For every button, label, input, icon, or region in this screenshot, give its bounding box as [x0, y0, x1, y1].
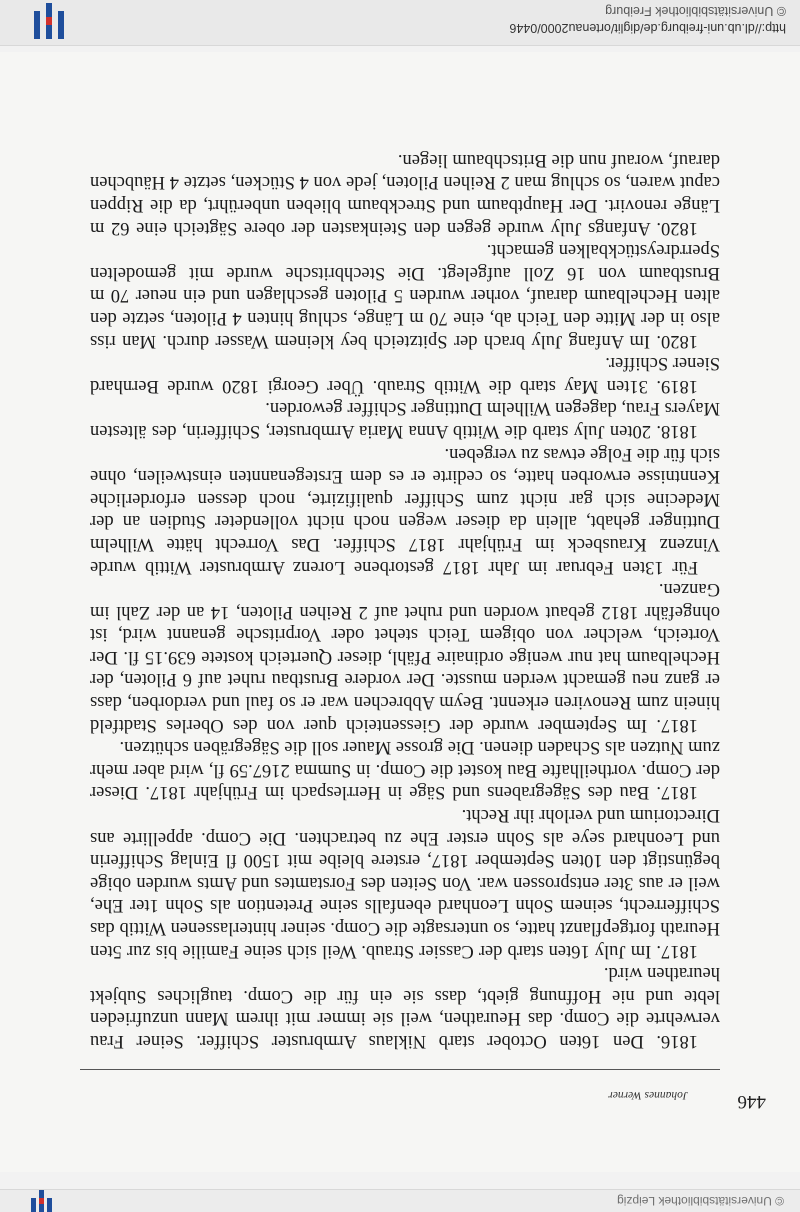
source-url-link[interactable]: http://dl.ub.uni-freiburg.de/diglit/ortenau2000/0446 — [509, 21, 786, 35]
scanned-page — [0, 52, 800, 1172]
library-logo-icon — [24, 3, 72, 41]
paragraph: 1820. Im Anfang July brach der Spitzteich bey kleinem Wasser durch. Man riss also in der Mitte den Teich ab, eine 70 m Länge, schlug hinten 4 Piloten, setzte den alten Hechelbaum darauf, vorher wurden 5 Piloten geschlagen und ein neuer 70 m Brustbaum von 16 Zoll aufgelegt. Die Stechbritsche wurde mit gemodelten Sperrdreystückbalken gemacht. — [90, 240, 720, 351]
footer-bar — [0, 0, 800, 46]
copyright-notice: © Universitätsbibliothek Freiburg — [605, 4, 786, 18]
paragraph: 1819. 31ten May starb die Wittib Straub. Über Georgi 1820 wurde Bernhard Siener Schiffer. — [90, 353, 720, 396]
paragraph: 1816. Den 16ten October starb Niklaus Armbruster Schiffer. Seiner Frau verwehrte die Comp. das Heurathen, weil sie immer mit ihrem Mann unzufrieden lebte und nie Hoffnung giebt, dass sie ein für die Comp. taugliches Subjekt heurathen wird. — [90, 963, 720, 1051]
header-rule — [80, 1069, 720, 1070]
paragraph: 1818. 20ten July starb die Wittib Anna Maria Armbruster, Schifferin, des ältesten Mayers Frau, dagegen Wilhelm Duttinger Schiffer geworden. — [90, 398, 720, 441]
body-text — [90, 148, 720, 1052]
paragraph: 1817. Im July 16ten starb der Cassier Straub. Weil sich seine Familie bis zur 5ten Heurath fortgepflanzt hatte, so untersagte die Comp. seiner hinterlassenen Wittib das Schifferrecht, seinem Sohn Leonhard ebenfalls seine Pretention als Sohn 1ter Ehe, weil er aus 3ter entsprossen war. Von Seiten des Forstamtes und Amts wurden obige begünstigt den 10ten September 1817, erstere bleibe mit 1500 fl Einlag Schifferin und Leonhard seye als Sohn erster Ehe zu betrachten. Die Comp. appellirte ans Directorium und verlohr ihr Recht. — [90, 805, 720, 961]
library-logo-icon — [22, 1190, 60, 1212]
paragraph: Für 13ten Februar im Jahr 1817 gestorbene Lorenz Armbruster Wittib wurde Vinzenz Krausbeck im Frühjahr 1817 Schiffer. Das Vorrecht hätte Wilhelm Duttinger gehabt, allein da dieser wegen noch nicht vollendeter Studien an der Medecine sich gar nicht zum Schiffer qualifizirte, noch dessen erforderliche Kenntnisse erworben hatte, so cedirte er es dem Erstegenannten einstweilen, ohne sich für die Folge etwas zu vergeben. — [90, 443, 720, 577]
running-title: Johannes Werner — [608, 1089, 688, 1101]
page-number: 446 — [737, 1091, 766, 1112]
paragraph: 1820. Anfangs July wurde gegen den Steinkasten der obere Sägteich eine 62 m Länge renovirt. Der Hauptbaum und Streckbaum blieben unberührt, da die Rippen caput waren, so schlug man 2 Reihen Piloten, jede von 4 Stücken, setzte 4 Häubchen darauf, worauf nun die Britschbaum liegen. — [90, 149, 720, 238]
paragraph: 1817. Im September wurde der Giessenteich quer von des Oberles Stadtfeld hinein zum Renoviren erkennt. Beym Abbrechen war er so faul und verdorben, dass er ganz neu gemacht werden musste. Der vordere Brustbau ruhet auf 6 Piloten, der Hechelbaum hat nur wenige ordinaire Pfähl, dieser Querteich kostete 639.15 fl. Der Vorteich, welcher von obigem Teich stehet oder Vorpritsche genannt wird, ist ohngefähr 1812 gebaut worden und ruhet auf 2 Reihen Piloten, 14 an der Zahl im Ganzen. — [90, 579, 720, 735]
top-bar-label: © Universitätsbibliothek Leipzig — [617, 1194, 784, 1208]
paragraph: 1817. Bau des Sägegrabens und Säge in Herrlespach im Frühjahr 1817. Dieser der Comp. vortheilhafte Bau kostet die Comp. in Summa 2167.59 fl, wird aber mehr zum Nutzen als Schaden dienen. Die grosse Mauer soll die Sägegräben schützen. — [90, 737, 720, 803]
top-bar — [0, 1189, 800, 1212]
